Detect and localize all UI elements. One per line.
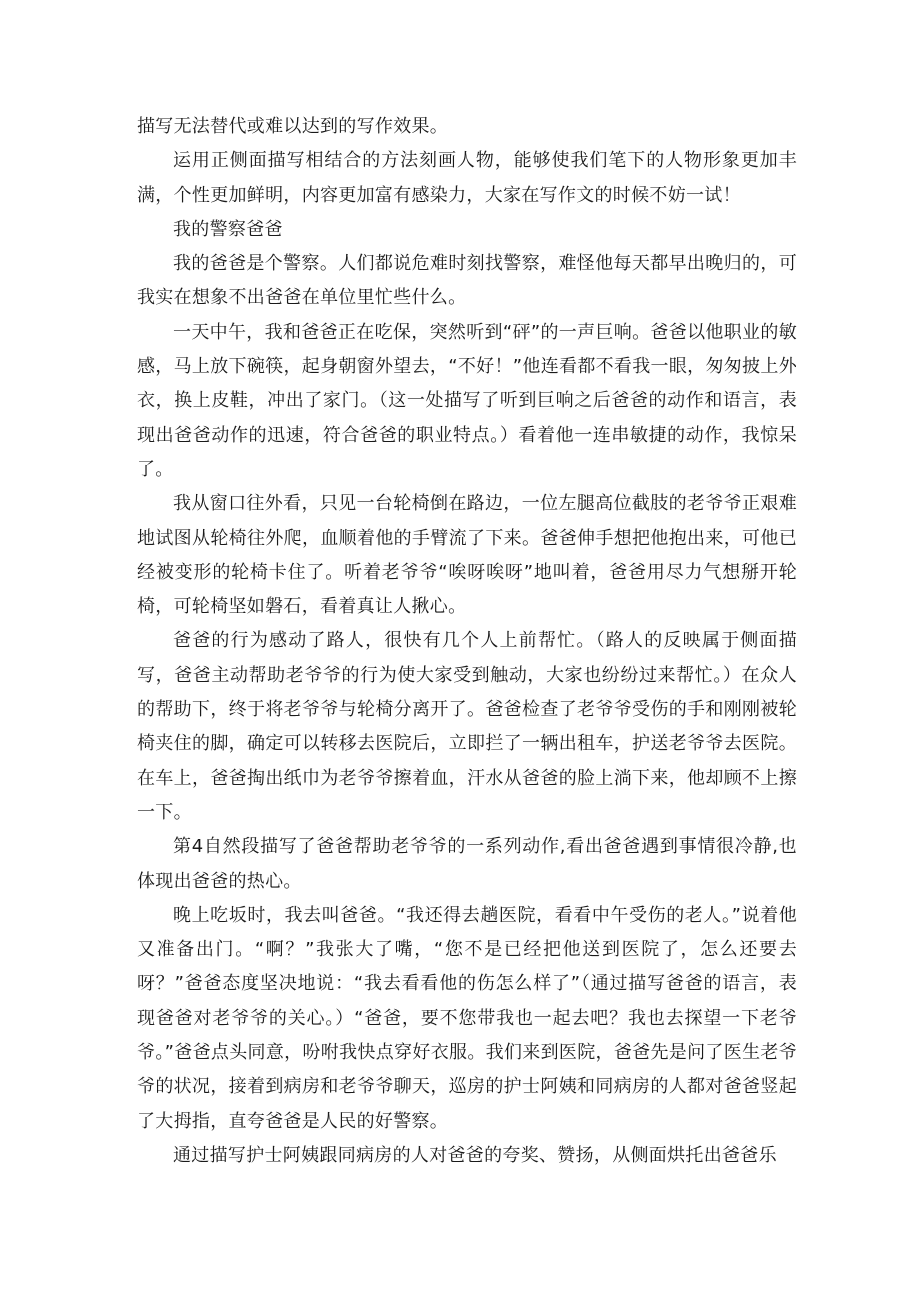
- paragraph-1: 我的爸爸是个警察。人们都说危难时刻找警察，难怪他每天都早出晚归的，可我实在想象不出爸爸在单位里忙些什么。: [137, 253, 797, 309]
- paragraph-continuation: 描写无法替代或难以达到的写作效果。: [137, 116, 449, 137]
- paragraph-6: 晚上吃坂时，我去叫爸爸。“我还得去趟医院，看看中午受伤的老人。”说着他又准备出门。“啊？”我张大了嘴，“您不是已经把他送到医院了，怎么还要去呀？”爸爸态度坚决地说：“我去看看他的伤怎么样了”（通过描写爸爸的语言，表现爸爸对老爷爷的关心。）“爸爸，要不您带我也一起去吧？我也去探望一下老爷爷。”爸爸点头同意，吩咐我快点穿好衣服。我们来到医院，爸爸先是问了医生老爷爷的状况，接着到病房和老爷爷聊天，巡房的护士阿姨和同病房的人都对爸爸竖起了大拇指，直夸爸爸是人民的好警察。: [137, 904, 797, 1132]
- paragraph-3: 我从窗口往外看，只见一台轮椅倒在路边，一位左腿高位截肢的老爷爷正艰难地试图从轮椅往外爬，血顺着他的手臂流了下来。爸爸伸手想把他抱出来，可他已经被变形的轮椅卡住了。听着老爷爷“唉呀唉呀”地叫着，爸爸用尽力气想掰开轮椅，可轮椅坚如磐石，看着真让人揪心。: [137, 493, 797, 618]
- paragraph-4: 爸爸的行为感动了路人，很快有几个人上前帮忙。（路人的反映属于侧面描写，爸爸主动帮助老爷爷的行为使大家受到触动，大家也纷纷过来帮忙。）在众人的帮助下，终于将老爷爷与轮椅分离开了。爸爸检查了老爷爷受伤的手和刚刚被轮椅夹住的脚，确定可以转移去医院后，立即拦了一辆出租车，护送老爷爷去医院。在车上，爸爸掏出纸巾为老爷爷擦着血，汗水从爸爸的脸上淌下来，他却顾不上擦一下。: [137, 630, 797, 823]
- paragraph-5-commentary: 第4自然段描写了爸爸帮助老爷爷的一系列动作,看出爸爸遇到事情很冷静,也体现出爸爸的热心。: [137, 836, 797, 892]
- paragraph-7-commentary: 通过描写护士阿姨跟同病房的人对爸爸的夸奖、赞扬，从侧面烘托出爸爸乐: [173, 1144, 777, 1166]
- paragraph-2: 一天中午，我和爸爸正在吃保，突然听到“砰”的一声巨响。爸爸以他职业的敏感，马上放下碗筷，起身朝窗外望去，“不好！”他连看都不看我一眼，匆匆披上外衣，换上皮鞋，冲出了家门。（这一处描写了听到巨响之后爸爸的动作和语言，表现出爸爸动作的迅速，符合爸爸的职业特点。）看着他一连串敏捷的动作，我惊呆了。: [137, 321, 797, 480]
- essay-title: 我的警察爸爸: [173, 218, 283, 240]
- paragraph-method-summary: 运用正侧面描写相结合的方法刻画人物，能够使我们笔下的人物形象更加丰满，个性更加鲜明，内容更加富有感染力，大家在写作文的时候不妨一试！: [137, 150, 797, 206]
- article-body: [137, 110, 797, 1173]
